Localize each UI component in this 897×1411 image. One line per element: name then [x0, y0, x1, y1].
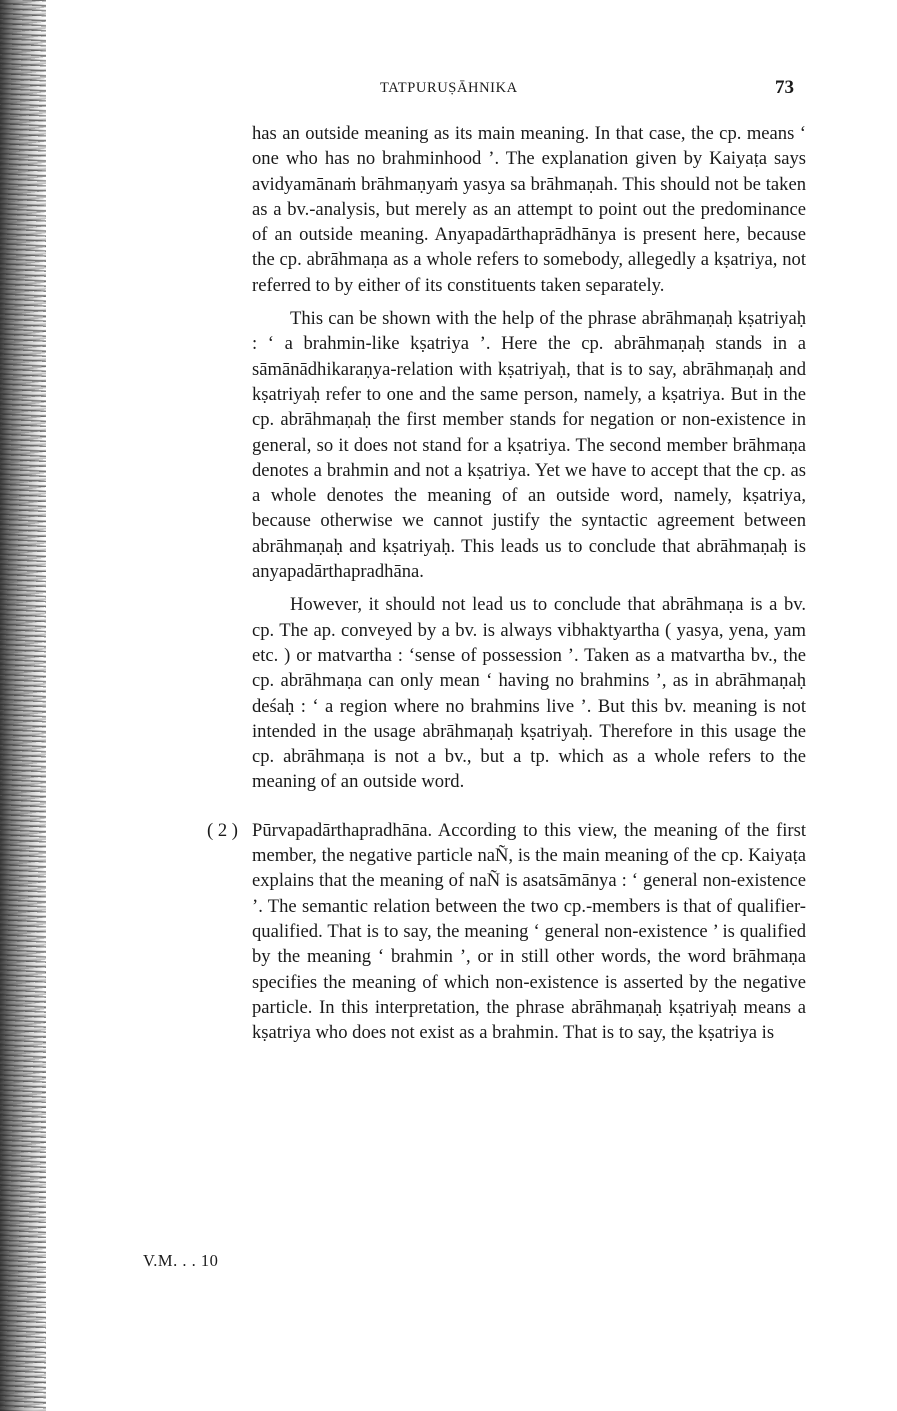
item-number: ( 2 )	[207, 819, 238, 841]
numbered-item-text: Pūrvapadārthapradhāna. According to this view, the meaning of the first member, the negative particle naÑ, is the main meaning of the cp. Kaiyaṭa explains that the meaning of naÑ is asatsāmānya : ‘ general non-existence ’. The semantic relation between the two cp.-members is that of qualifier-qualified. That is to say, the meaning ‘ general non-existence ’ is qualified by the meaning ‘ brahmin ’, or in still other words, the word brāhmaṇa specifies the meaning of which non-existence is asserted by the negative particle. In this interpretation, the phrase abrāhmaṇaḥ kṣatriyaḥ means a kṣatriya who does not exist as a brahmin. That is to say, the kṣatriya is	[252, 819, 806, 1044]
paragraph-1: has an outside meaning as its main meaning. In that case, the cp. means ‘ one who has no brahminhood ’. The explanation given by Kaiyaṭa says avidyamānaṁ brāhmaṇyaṁ yasya sa brāhmaṇah. This should not be taken as a bv.-analysis, but merely as an attempt to point out the predominance of an outside meaning. Anyapadārthaprādhānya is present here, because the cp. abrāhmaṇa as a whole refers to somebody, allegedly a kṣatriya, not referred to by either of its constituents taken separately.	[252, 123, 806, 296]
body-text	[207, 121, 806, 1045]
running-title: TATPURUṢĀHNIKA	[380, 80, 518, 96]
paragraph-2: This can be shown with the help of the phrase abrāhmaṇaḥ kṣatriyaḥ : ‘ a brahmin-like kṣatriya ’. Here the cp. abrāhmaṇaḥ stands in a sāmānādhikaraṇya-relation with kṣatriyaḥ, that is to say, abrāhmaṇaḥ and kṣatriyaḥ refer to one and the same person, namely, a kṣatriya. But in the cp. abrāhmaṇaḥ the first member stands for negation or non-existence in general, so it does not stand for a kṣatriya. The second member brāhmaṇa denotes a brahmin and not a kṣatriya. Yet we have to accept that the cp. as a whole denotes the meaning of an outside word, namely, kṣatriya, because otherwise we cannot justify the syntactic agreement between abrāhmaṇaḥ and kṣatriyaḥ. This leads us to conclude that abrāhmaṇaḥ is anyapadārthapradhāna.	[252, 308, 806, 583]
paragraph-3: However, it should not lead us to conclude that abrāhmaṇa is a bv. cp. The ap. conveyed by a bv. is always vibhaktyartha ( yasya, yena, yam etc. ) or matvartha : ‘sense of possession ’. Taken as a matvartha bv., the cp. abrāhmaṇa can only mean ‘ having no brahmins ’, as in abrāhmaṇaḥ deśaḥ : ‘ a region where no brahmins live ’. But this bv. meaning is not intended in the usage abrāhmaṇaḥ kṣatriyaḥ. Therefore in this usage the cp. abrāhmaṇa is not a bv., but a tp. which as a whole refers to the meaning of an outside word.	[252, 594, 806, 793]
page-number: 73	[775, 77, 794, 98]
numbered-item-2	[207, 818, 806, 1046]
printer-signature: V.M. . . 10	[143, 1251, 219, 1270]
page-binding-shadow	[0, 0, 46, 1411]
